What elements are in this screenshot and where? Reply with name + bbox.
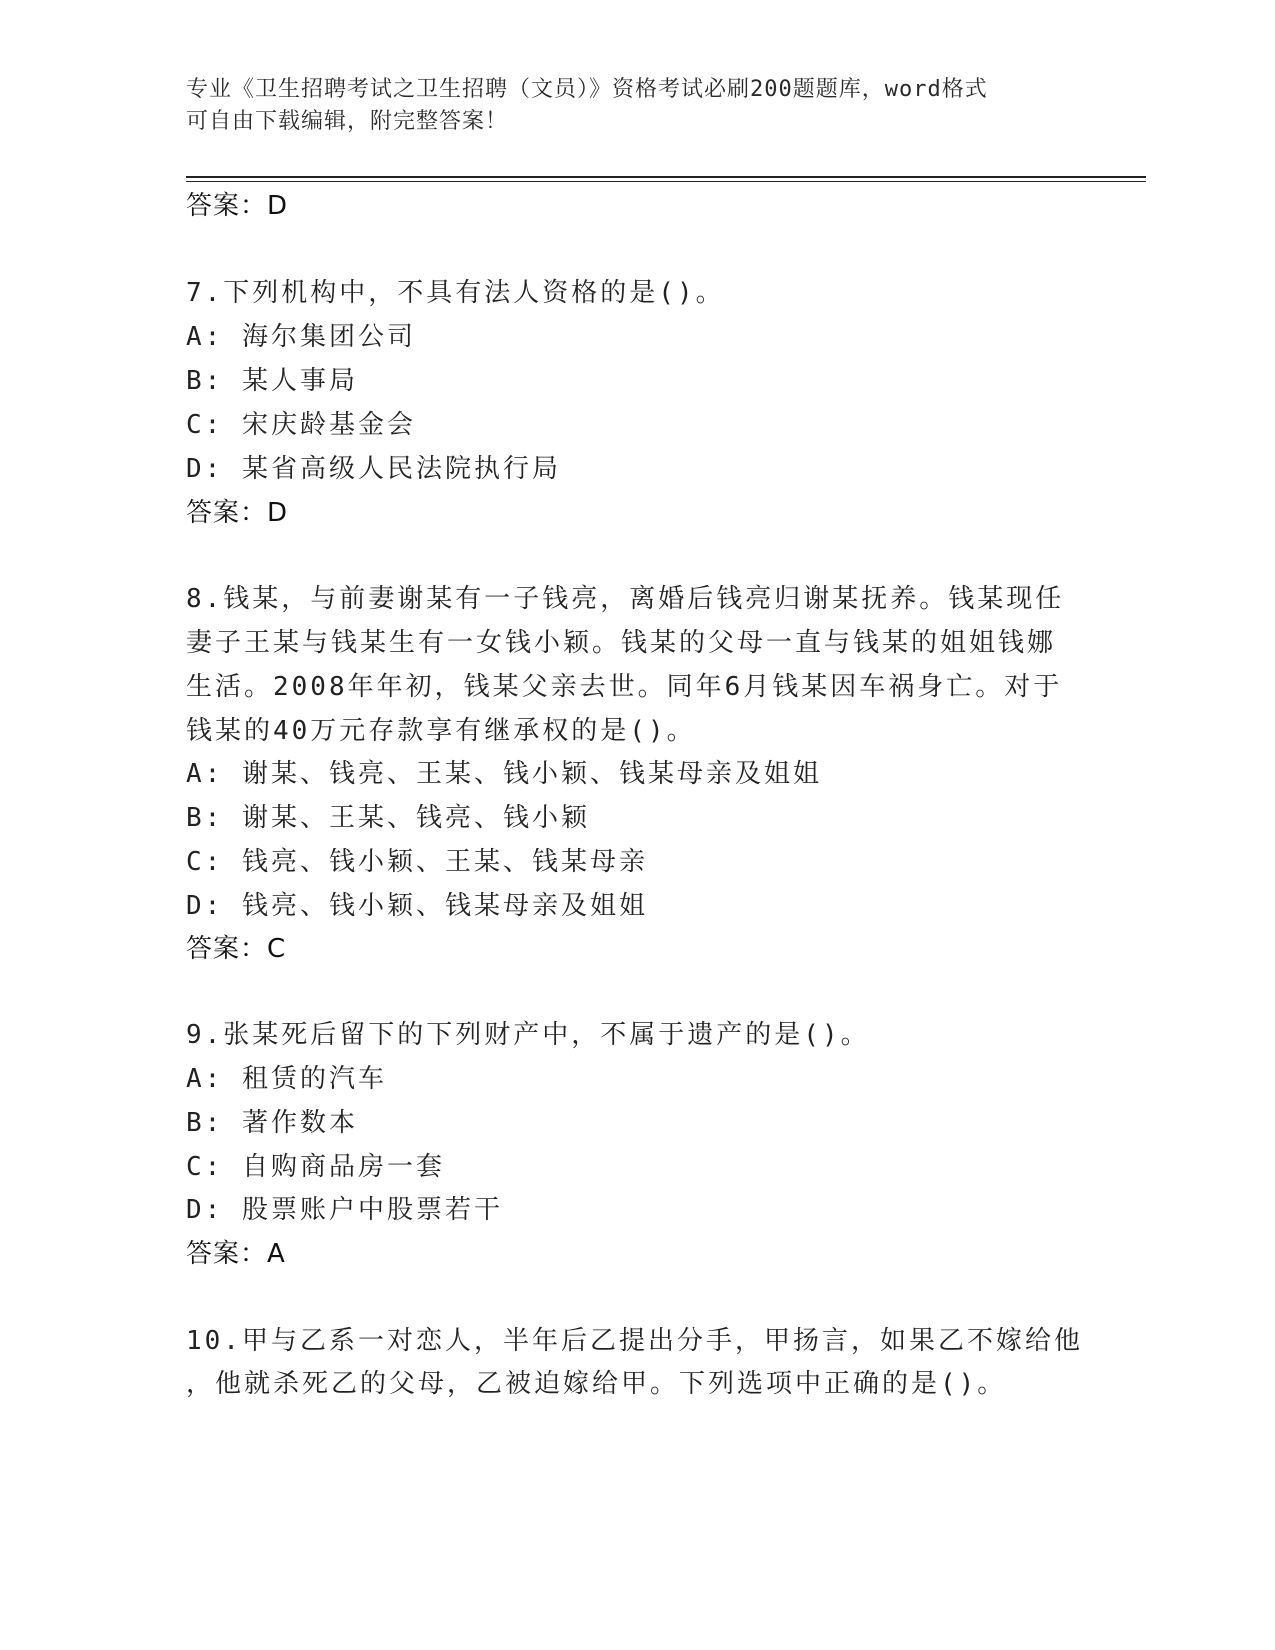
q8-option-a: A: 谢某、钱亮、王某、钱小颖、钱某母亲及姐姐 xyxy=(186,759,822,789)
q7-stem: 7.下列机构中，不具有法人资格的是()。 xyxy=(186,278,725,308)
q9-option-b: B: 著作数本 xyxy=(186,1108,358,1138)
q8-stem-line-2: 妻子王某与钱某生有一女钱小颖。钱某的父母一直与钱某的姐姐钱娜 xyxy=(186,628,1057,658)
q10-stem-line-2: ，他就杀死乙的父母，乙被迫嫁给甲。下列选项中正确的是()。 xyxy=(186,1369,1007,1399)
q10-stem-line-1: 10.甲与乙系一对恋人，半年后乙提出分手，甲扬言，如果乙不嫁给他 xyxy=(186,1326,1083,1356)
q8-answer: 答案：C xyxy=(186,934,287,964)
q8-option-b: B: 谢某、王某、钱亮、钱小颖 xyxy=(186,803,590,833)
header-divider-thin xyxy=(186,181,1146,182)
previous-answer: 答案：D xyxy=(186,191,289,221)
q8-stem-line-1: 8.钱某，与前妻谢某有一子钱亮，离婚后钱亮归谢某抚养。钱某现任 xyxy=(186,584,1065,614)
q8-option-d: D: 钱亮、钱小颖、钱某母亲及姐姐 xyxy=(186,891,648,921)
q9-option-c: C: 自购商品房一套 xyxy=(186,1152,445,1182)
q8-stem-line-4: 钱某的40万元存款享有继承权的是()。 xyxy=(186,716,696,746)
header-title-line-2: 可自由下载编辑，附完整答案！ xyxy=(186,109,509,134)
q8-option-c: C: 钱亮、钱小颖、王某、钱某母亲 xyxy=(186,847,648,877)
q9-stem: 9.张某死后留下的下列财产中，不属于遗产的是()。 xyxy=(186,1020,870,1050)
document-header xyxy=(186,74,1086,138)
q7-option-b: B: 某人事局 xyxy=(186,366,358,396)
q8-stem-line-3: 生活。2008年年初，钱某父亲去世。同年6月钱某因车祸身亡。对于 xyxy=(186,672,1063,702)
header-divider-thick xyxy=(186,176,1146,178)
q7-answer: 答案：D xyxy=(186,498,289,528)
q7-option-c: C: 宋庆龄基金会 xyxy=(186,410,416,440)
q9-answer: 答案：A xyxy=(186,1239,286,1269)
q9-option-a: A: 租赁的汽车 xyxy=(186,1064,387,1094)
q9-option-d: D: 股票账户中股票若干 xyxy=(186,1195,503,1225)
q7-option-d: D: 某省高级人民法院执行局 xyxy=(186,454,561,484)
q7-option-a: A: 海尔集团公司 xyxy=(186,322,416,352)
header-title-line-1: 专业《卫生招聘考试之卫生招聘（文员）》资格考试必刷200题题库，word格式 xyxy=(186,77,988,102)
